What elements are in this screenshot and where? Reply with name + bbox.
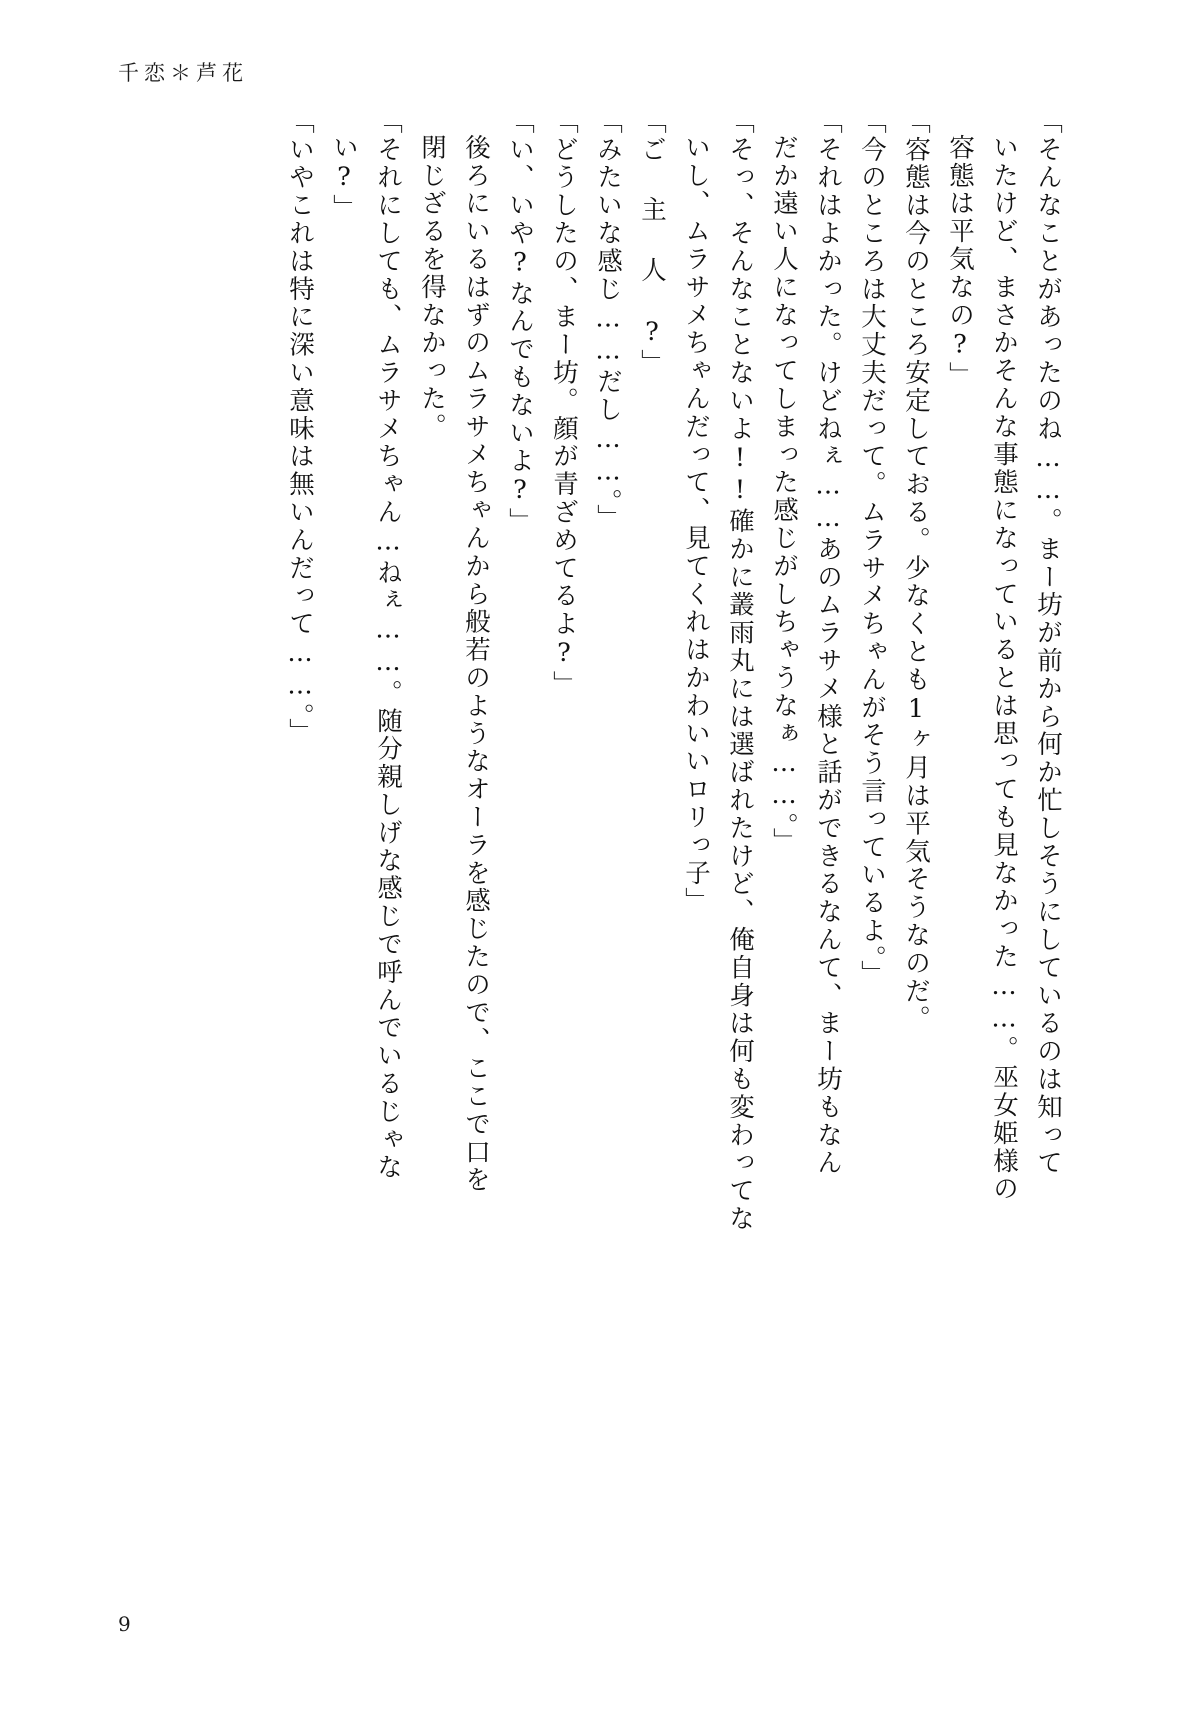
text-line: 容態は平気なの?」 xyxy=(945,134,975,390)
text-line: 「そっ、そんなことないよ!!確かに叢雨丸には選ばれたけど、俺自身は何も変わってな xyxy=(725,108,755,1233)
text-line: 「どうしたの、まー坊。顔が青ざめてるよ?」 xyxy=(549,108,579,699)
text-line: 「それはよかった。けどねぇ……あのムラサメ様と話ができるなんて、まー坊もなん xyxy=(813,108,843,1178)
text-line: だか遠い人になってしまった感じがしちゃうなぁ……。」 xyxy=(769,134,799,856)
text-line: いたけど、まさかそんな事態になっているとは思っても見なかった……。巫女姫様の xyxy=(989,134,1019,1204)
text-line: 「みたいな感じ……だし……。」 xyxy=(593,108,623,532)
text-line: 「いやこれは特に深い意味は無いんだって……。」 xyxy=(285,108,315,746)
text-line: 「い、いや?なんでもないよ?」 xyxy=(505,108,535,536)
text-line: 閉じざるを得なかった。 xyxy=(417,134,447,441)
text-line: 「ご 主 人 ?」 xyxy=(637,108,667,378)
text-line: いし、ムラサメちゃんだって、見てくれはかわいいロリっ子」 xyxy=(681,134,711,916)
text-line: 「それにしても、ムラサメちゃん…ねぇ……。随分親しげな感じで呼んでいるじゃな xyxy=(373,108,403,1182)
running-head: 千恋＊芦花 xyxy=(118,61,248,85)
page-number: 9 xyxy=(118,1612,131,1636)
vertical-text-body xyxy=(270,108,1063,1528)
text-line: 「そんなことがあったのね……。まー坊が前から何か忙しそうにしているのは知って xyxy=(1033,108,1063,1178)
text-line: 後ろにいるはずのムラサメちゃんから般若のようなオーラを感じたので、ここで口を xyxy=(461,134,491,1195)
text-line: 「容態は今のところ安定しておる。少なくとも1ヶ月は平気そうなのだ。 xyxy=(901,108,931,1034)
text-line: い?」 xyxy=(329,134,359,223)
text-line: 「今のところは大丈夫だって。ムラサメちゃんがそう言っているよ。」 xyxy=(857,108,887,989)
